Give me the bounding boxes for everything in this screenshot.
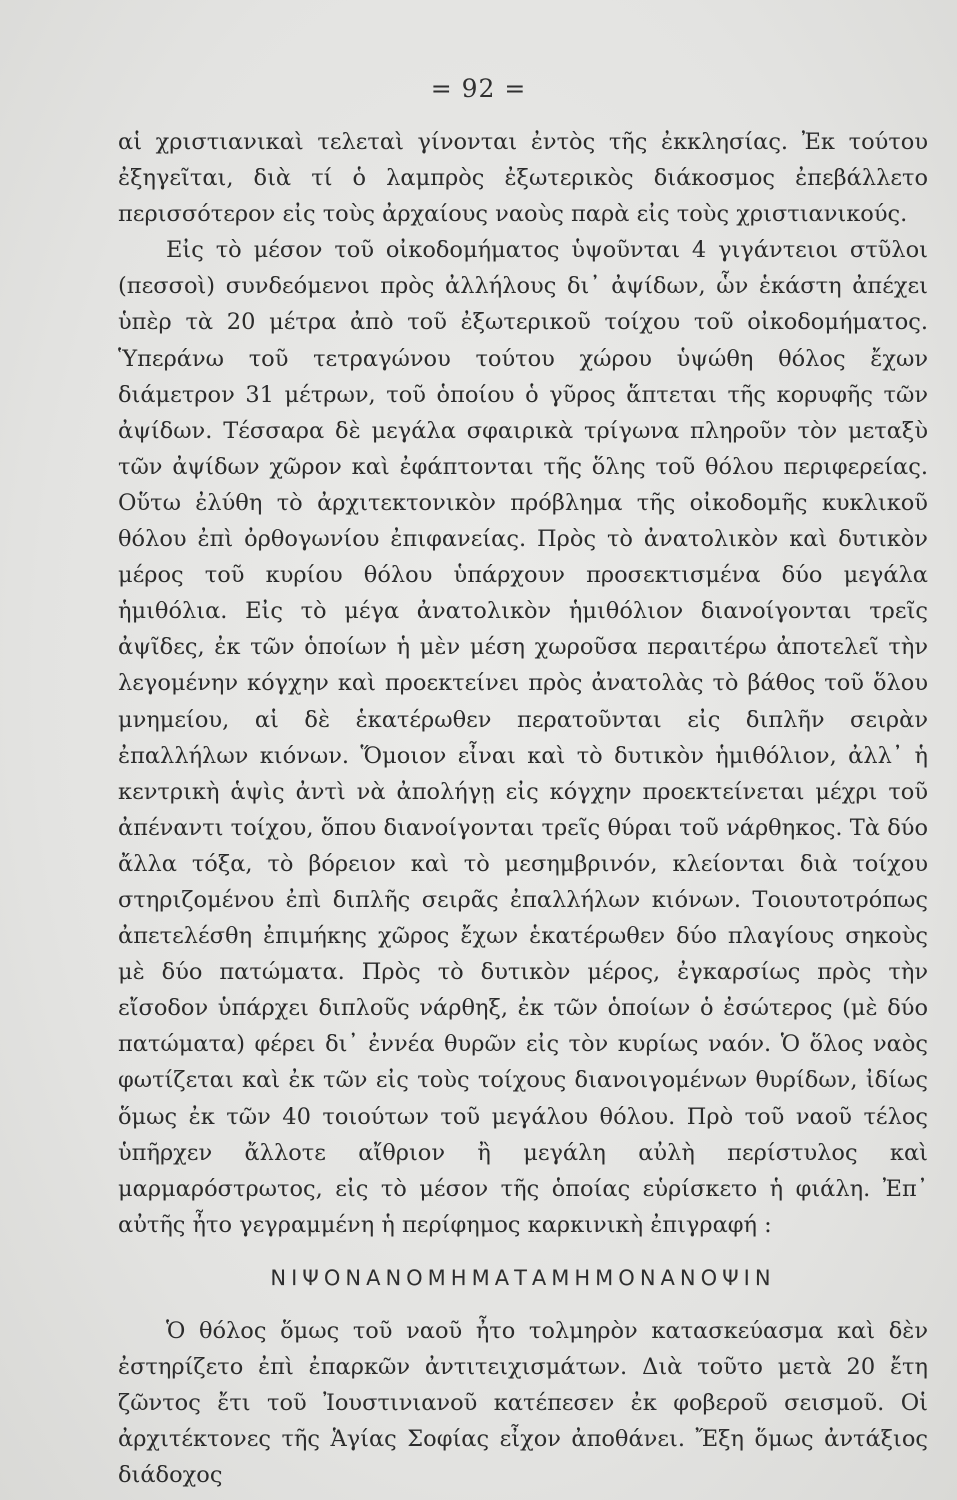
paragraph-dome-description: Εἰς τὸ μέσον τοῦ οἰκοδομήματος ὑψοῦνται 4 γιγάντειοι στῦλοι (πεσσοὶ) συνδεόμενοι πρὸς ἀλλήλους δι᾿ ἀψίδων, ὧν ἑκάστη ἀπέχει ὑπὲρ τὰ 20 μέτρα ἀπὸ τοῦ ἐξωτερικοῦ τοίχου τοῦ οἰκοδομήματος. Ὑπεράνω τοῦ τετραγώνου τούτου χώρου ὑψώθη θόλος ἔχων διάμετρον 31 μέτρων, τοῦ ὁποίου ὁ γῦρος ἅπτεται τῆς κορυφῆς τῶν ἀψίδων. Τέσσαρα δὲ μεγάλα σφαιρικὰ τρίγωνα πληροῦν τὸν μεταξὺ τῶν ἀψίδων χῶρον καὶ ἐφάπτονται τῆς ὅλης τοῦ θόλου περιφερείας. Οὕτω ἐλύθη τὸ ἀρχιτεκτονικὸν πρόβλημα τῆς οἰκοδομῆς κυκλικοῦ θόλου ἐπὶ ὀρθογωνίου ἐπιφανείας. Πρὸς τὸ ἀνατολικὸν καὶ δυτικὸν μέρος τοῦ κυρίου θόλου ὑπάρχουν προσεκτισμένα δύο μεγάλα ἡμιθόλια. Εἰς τὸ μέγα ἀνατολικὸν ἡμιθόλιον διανοίγονται τρεῖς ἀψῖδες, ἐκ τῶν ὁποίων ἡ μὲν μέση χωροῦσα περαιτέρω ἀποτελεῖ τὴν λεγομένην κόγχην καὶ προεκτείνει πρὸς ἀνατολὰς τὸ βάθος τοῦ ὅλου μνημείου, αἱ δὲ ἑκατέρωθεν περατοῦνται εἰς διπλῆν σειρὰν ἐπαλλήλων κιόνων. Ὅμοιον εἶναι καὶ τὸ δυτικὸν ἡμιθόλιον, ἀλλ᾿ ἡ κεντρικὴ ἁψὶς ἀντὶ νὰ ἀπολήγῃ εἰς κόγχην προεκτείνεται μέχρι τοῦ ἀπέναντι τοίχου, ὅπου διανοίγονται τρεῖς θύραι τοῦ νάρθηκος. Τὰ δύο ἄλλα τόξα, τὸ βόρειον καὶ τὸ μεσημβρινόν, κλείονται διὰ τοίχου στηριζομένου ἐπὶ διπλῆς σειρᾶς ἐπαλλήλων κιόνων. Τοιουτοτρόπως ἀπετελέσθη ἐπιμήκης χῶρος ἔχων ἑκατέρωθεν δύο πλαγίους σηκοὺς μὲ δύο πατώματα. Πρὸς τὸ δυτικὸν μέρος, ἐγκαρσίως πρὸς τὴν εἴσοδον ὑπάρχει διπλοῦς νάρθηξ, ἐκ τῶν ὁποίων ὁ ἐσώτερος (μὲ δύο πατώματα) φέρει δι᾿ ἐννέα θυρῶν εἰς τὸν κυρίως ναόν. Ὁ ὅλος ναὸς φωτίζεται καὶ ἐκ τῶν εἰς τοὺς τοίχους διανοιγομένων θυρίδων, ἰδίως ὅμως ἐκ τῶν 40 τοιούτων τοῦ μεγάλου θόλου. Πρὸ τοῦ ναοῦ τέλος ὑπῆρχεν ἄλλοτε αἴθριον ἢ μεγάλη αὐλὴ περίστυλος καὶ μαρμαρόστρωτος, εἰς τὸ μέσον τῆς ὁποίας εὑρίσκετο ἡ φιάλη. Ἐπ᾿ αὐτῆς ἦτο γεγραμμένη ἡ περίφημος καρκινικὴ ἐπιγραφή : [118,237,928,1238]
paragraph-closing: Ὁ θόλος ὅμως τοῦ ναοῦ ἦτο τολμηρὸν κατασκεύασμα καὶ δὲν ἐστηρίζετο ἐπὶ ἐπαρκῶν ἀντιτειχισμάτων. Διὰ τοῦτο μετὰ 20 ἔτη ζῶντος ἔτι τοῦ Ἰουστινιανοῦ κατέπεσεν ἐκ φοβεροῦ σεισμοῦ. Οἱ ἀρχιτέκτονες τῆς Ἁγίας Σοφίας εἶχον ἀποθάνει. Ἔξη ὅμως ἀντάξιος διάδοχος [118,1317,928,1489]
body-text [118,124,928,1493]
page-number: = 92 = [430,74,527,103]
paragraph-continuation: αἱ χριστιανικαὶ τελεταὶ γίνονται ἐντὸς τῆς ἐκκλησίας. Ἐκ τούτου ἐξηγεῖται, διὰ τί ὁ λαμπρὸς ἐξωτερικὸς διάκοσμος ἐπεβάλλετο περισσότερον εἰς τοὺς ἀρχαίους ναοὺς παρὰ εἰς τοὺς χριστιανικούς. [118,129,928,228]
palindrome-inscription: ΝΙΨΟΝΑΝΟΜΗΜΑΤΑΜΗΜΟΝΑΝΟΨΙΝ [270,1265,776,1290]
